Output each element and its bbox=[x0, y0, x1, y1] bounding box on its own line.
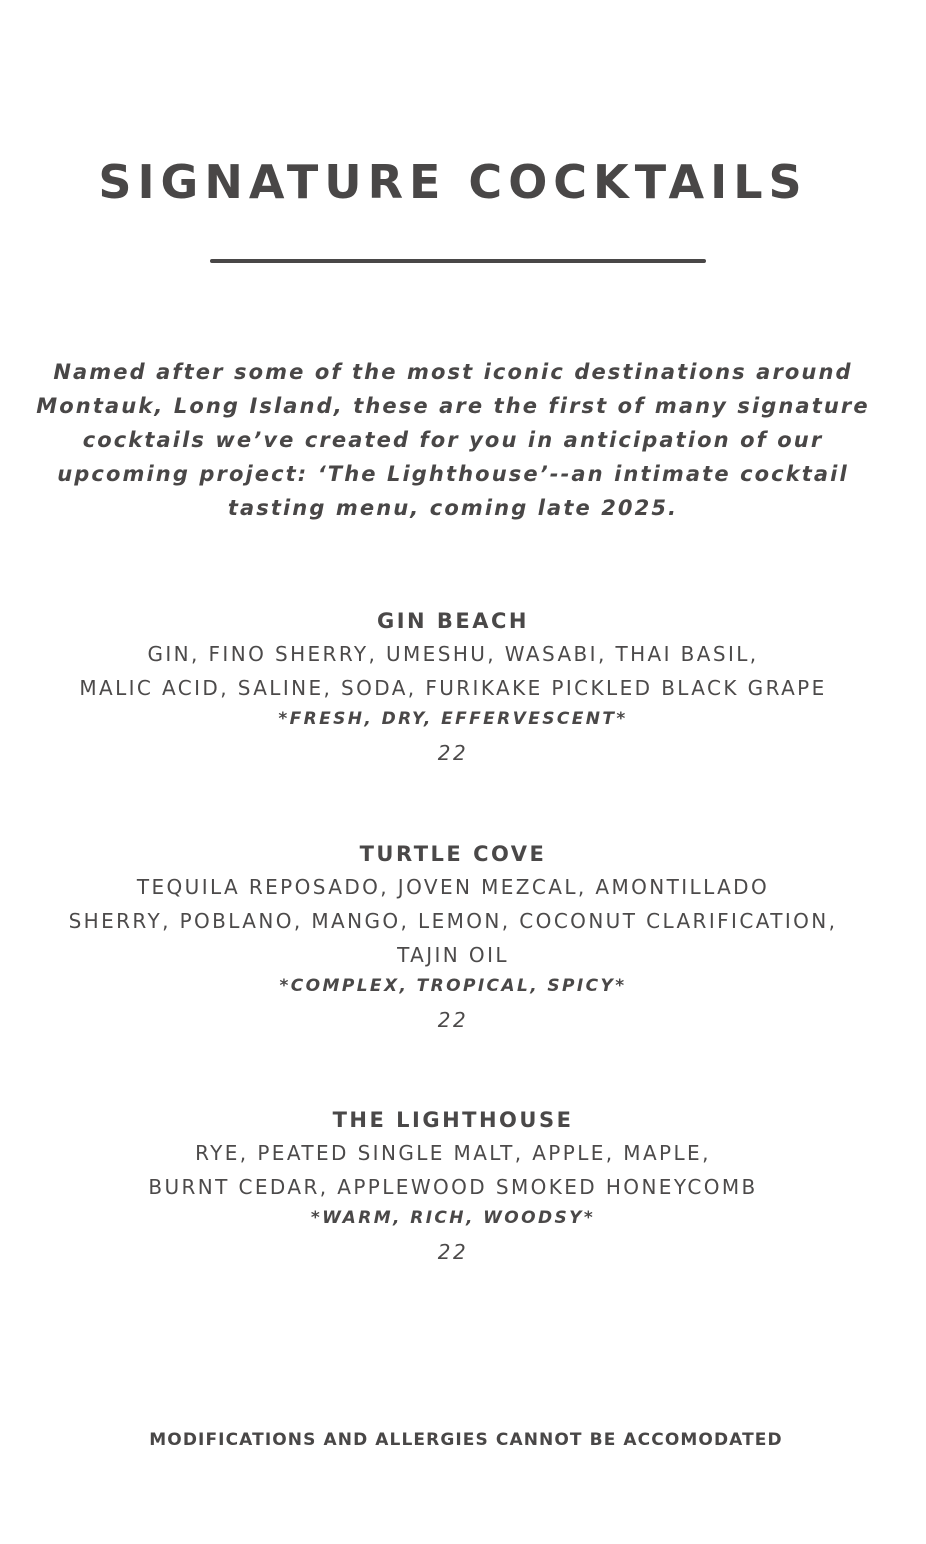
ingredient-line: RYE, PEATED SINGLE MALT, APPLE, MAPLE, bbox=[195, 1141, 711, 1165]
drink-name: GIN BEACH bbox=[376, 609, 530, 633]
allergy-disclaimer: MODIFICATIONS AND ALLERGIES CANNOT BE ACCOMODATED bbox=[149, 1430, 783, 1450]
ingredient-line: TAJIN OIL bbox=[397, 943, 509, 967]
intro-line: Montauk, Long Island, these are the first of many signature bbox=[36, 394, 870, 418]
drink-ingredients bbox=[0, 1136, 906, 1204]
intro-paragraph bbox=[20, 355, 886, 525]
drink-name: TURTLE COVE bbox=[359, 842, 547, 866]
ingredient-line: BURNT CEDAR, APPLEWOOD SMOKED HONEYCOMB bbox=[148, 1175, 758, 1199]
page-title: SIGNATURE COCKTAILS bbox=[98, 155, 808, 209]
drink-the-lighthouse bbox=[0, 1104, 906, 1272]
drink-price: 22 bbox=[437, 741, 469, 765]
drink-price: 22 bbox=[437, 1008, 469, 1032]
intro-line: Named after some of the most iconic destinations around bbox=[53, 360, 853, 384]
intro-line: tasting menu, coming late 2025. bbox=[227, 496, 679, 520]
drink-tasting-notes: *COMPLEX, TROPICAL, SPICY* bbox=[279, 976, 627, 996]
title-divider bbox=[210, 259, 706, 263]
ingredient-line: SHERRY, POBLANO, MANGO, LEMON, COCONUT CLARIFICATION, bbox=[68, 909, 838, 933]
drink-ingredients bbox=[0, 637, 906, 705]
drink-tasting-notes: *WARM, RICH, WOODSY* bbox=[310, 1208, 596, 1228]
drink-gin-beach bbox=[0, 605, 906, 773]
ingredient-line: GIN, FINO SHERRY, UMESHU, WASABI, THAI BASIL, bbox=[147, 642, 759, 666]
drink-ingredients bbox=[0, 870, 906, 972]
drink-tasting-notes: *FRESH, DRY, EFFERVESCENT* bbox=[278, 709, 628, 729]
intro-line: upcoming project: ‘The Lighthouse’--an intimate cocktail bbox=[57, 462, 849, 486]
drink-turtle-cove bbox=[0, 838, 906, 1040]
drink-price: 22 bbox=[437, 1240, 469, 1264]
ingredient-line: TEQUILA REPOSADO, JOVEN MEZCAL, AMONTILLADO bbox=[136, 875, 770, 899]
intro-line: cocktails we’ve created for you in anticipation of our bbox=[82, 428, 824, 452]
ingredient-line: MALIC ACID, SALINE, SODA, FURIKAKE PICKLED BLACK GRAPE bbox=[79, 676, 827, 700]
drink-name: THE LIGHTHOUSE bbox=[332, 1108, 574, 1132]
